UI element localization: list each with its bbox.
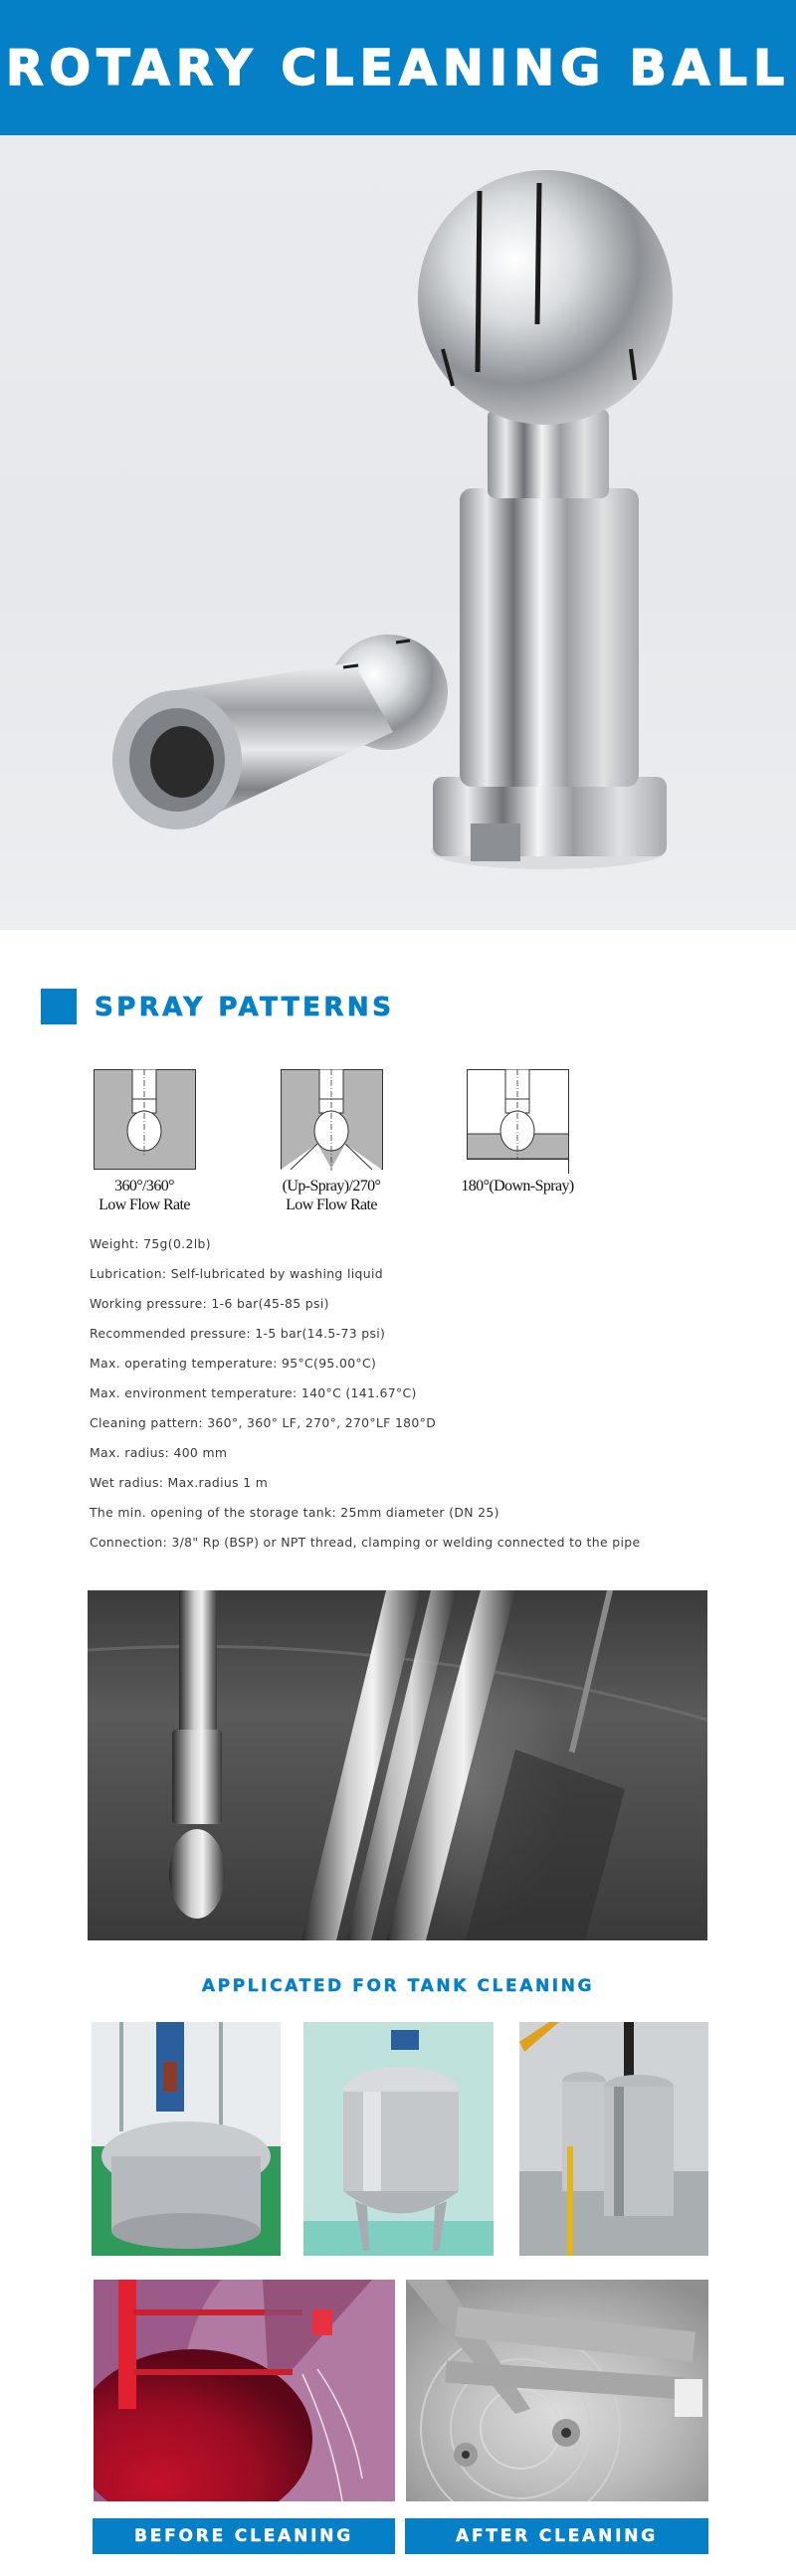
divider	[0, 930, 796, 933]
spray-label-180	[438, 1177, 597, 1196]
spray-label-line2: Low Flow Rate	[99, 1196, 190, 1213]
hero-product-image	[0, 135, 796, 931]
section-title-applications: APPLICATED FOR TANK CLEANING	[201, 1976, 595, 1996]
spec-min-opening: The min. opening of the storage tank: 25mm diameter (DN 25)	[90, 1505, 499, 1520]
after-cleaning-label: AFTER CLEANING	[405, 2518, 708, 2554]
page-header	[0, 0, 796, 135]
spec-recommended-pressure: Recommended pressure: 1-5 bar(14.5-73 psi)	[90, 1326, 386, 1341]
spray-label-360	[70, 1177, 219, 1214]
spray-diagram-270	[281, 1069, 383, 1175]
clean-tank-illustration	[406, 2280, 708, 2501]
tank-interior-photo	[88, 1590, 707, 1940]
tank-photo-illustration	[88, 1590, 707, 1940]
spray-label-line1: (Up-Spray)/270°	[282, 1178, 381, 1195]
page-title: ROTARY CLEANING BALL	[5, 39, 791, 96]
application-photo-3	[519, 2022, 708, 2256]
after-cleaning-photo	[406, 2280, 708, 2501]
spec-connection: Connection: 3/8" Rp (BSP) or NPT thread, clamping or welding connected to the pipe	[90, 1535, 641, 1550]
spec-max-operating-temp: Max. operating temperature: 95°C(95.00°C)	[90, 1356, 377, 1371]
spray-diagram-360	[94, 1069, 196, 1175]
spec-list	[90, 1236, 766, 1564]
spec-lubrication: Lubrication: Self-lubricated by washing liquid	[90, 1266, 383, 1281]
before-cleaning-label: BEFORE CLEANING	[93, 2518, 395, 2554]
spray-pattern-180-icon	[467, 1069, 569, 1175]
product-illustration	[0, 135, 796, 931]
spray-pattern-360-icon	[94, 1069, 196, 1175]
reactor-tank-illustration	[92, 2022, 281, 2256]
tank-workshop-illustration	[519, 2022, 708, 2256]
before-cleaning-photo	[94, 2280, 395, 2501]
spray-label-270	[257, 1177, 406, 1214]
application-photo-1	[92, 2022, 281, 2256]
spec-max-radius: Max. radius: 400 mm	[90, 1445, 228, 1460]
section-marker-icon	[41, 989, 77, 1024]
mixing-tank-illustration	[303, 2022, 494, 2256]
spec-weight: Weight: 75g(0.2lb)	[90, 1236, 211, 1251]
spec-wet-radius: Wet radius: Max.radius 1 m	[90, 1475, 269, 1490]
section-title-spray-patterns: SPRAY PATTERNS	[95, 993, 395, 1022]
application-photo-2	[303, 2022, 494, 2256]
spray-pattern-270-icon	[281, 1069, 383, 1175]
dirty-tank-illustration	[94, 2280, 395, 2501]
spray-label-line1: 180°(Down-Spray)	[461, 1178, 574, 1195]
spec-working-pressure: Working pressure: 1-6 bar(45-85 psi)	[90, 1296, 329, 1311]
spray-label-line1: 360°/360°	[114, 1178, 174, 1195]
spray-diagram-180	[467, 1069, 569, 1175]
spec-cleaning-pattern: Cleaning pattern: 360°, 360° LF, 270°, 270°LF 180°D	[90, 1415, 437, 1430]
spray-label-line2: Low Flow Rate	[286, 1196, 377, 1213]
spec-max-environment-temp: Max. environment temperature: 140°C (141.67°C)	[90, 1385, 417, 1400]
